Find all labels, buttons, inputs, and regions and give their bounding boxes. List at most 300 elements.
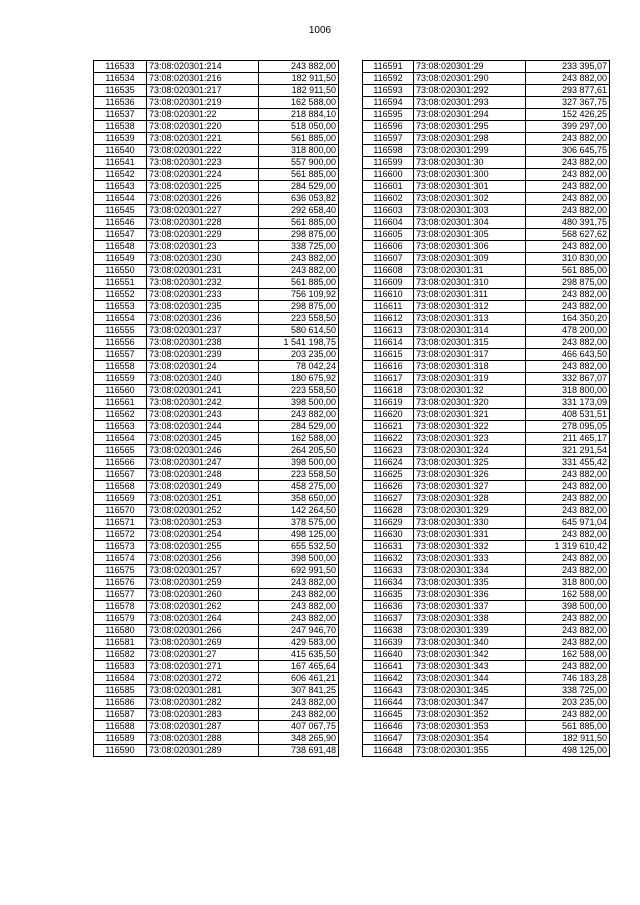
row-number-cell: 116576 [94,577,147,589]
table-row [94,277,339,289]
table-row [363,613,610,625]
value-cell: 518 050,00 [259,121,339,133]
row-number-cell: 116540 [94,145,147,157]
cadastral-number-cell: 73:08:020301:353 [414,721,526,733]
cadastral-number-cell: 73:08:020301:245 [147,433,259,445]
value-cell: 561 885,00 [526,265,610,277]
row-number-cell: 116544 [94,193,147,205]
table-row [94,445,339,457]
cadastral-number-cell: 73:08:020301:294 [414,109,526,121]
cadastral-number-cell: 73:08:020301:282 [147,697,259,709]
value-cell: 247 946,70 [259,625,339,637]
value-cell: 164 350,20 [526,313,610,325]
cadastral-number-cell: 73:08:020301:295 [414,121,526,133]
cadastral-number-cell: 73:08:020301:252 [147,505,259,517]
table-row [94,673,339,685]
cadastral-number-cell: 73:08:020301:225 [147,181,259,193]
cadastral-number-cell: 73:08:020301:305 [414,229,526,241]
table-row [94,169,339,181]
row-number-cell: 116548 [94,241,147,253]
cadastral-number-cell: 73:08:020301:238 [147,337,259,349]
cadastral-number-cell: 73:08:020301:262 [147,601,259,613]
cadastral-number-cell: 73:08:020301:298 [414,133,526,145]
row-number-cell: 116568 [94,481,147,493]
value-cell: 480 391,75 [526,217,610,229]
row-number-cell: 116627 [363,493,414,505]
table-row [94,337,339,349]
table-row [363,229,610,241]
row-number-cell: 116579 [94,613,147,625]
row-number-cell: 116643 [363,685,414,697]
cadastral-number-cell: 73:08:020301:237 [147,325,259,337]
cadastral-number-cell: 73:08:020301:329 [414,505,526,517]
cadastral-number-cell: 73:08:020301:227 [147,205,259,217]
cadastral-number-cell: 73:08:020301:217 [147,85,259,97]
table-row [94,481,339,493]
cadastral-number-cell: 73:08:020301:322 [414,421,526,433]
table-row [363,565,610,577]
value-cell: 378 575,00 [259,517,339,529]
value-cell: 358 650,00 [259,493,339,505]
value-cell: 182 911,50 [259,73,339,85]
row-number-cell: 116631 [363,541,414,553]
row-number-cell: 116573 [94,541,147,553]
value-cell: 167 465,64 [259,661,339,673]
table-row [94,421,339,433]
value-cell: 561 885,00 [259,277,339,289]
table-row [94,349,339,361]
table-row [94,61,339,73]
cadastral-number-cell: 73:08:020301:320 [414,397,526,409]
table-row [363,289,610,301]
row-number-cell: 116601 [363,181,414,193]
cadastral-number-cell: 73:08:020301:345 [414,685,526,697]
table-row [363,121,610,133]
table-row [363,469,610,481]
table-row [94,253,339,265]
value-cell: 152 426,25 [526,109,610,121]
value-cell: 307 841,25 [259,685,339,697]
value-cell: 429 583,00 [259,637,339,649]
value-cell: 243 882,00 [526,529,610,541]
cadastral-number-cell: 73:08:020301:340 [414,637,526,649]
row-number-cell: 116617 [363,373,414,385]
value-cell: 655 532,50 [259,541,339,553]
row-number-cell: 116555 [94,325,147,337]
table-row [363,481,610,493]
row-number-cell: 116642 [363,673,414,685]
cadastral-number-cell: 73:08:020301:339 [414,625,526,637]
value-cell: 78 042,24 [259,361,339,373]
cadastral-number-cell: 73:08:020301:256 [147,553,259,565]
cadastral-number-cell: 73:08:020301:226 [147,193,259,205]
value-cell: 331 173,09 [526,397,610,409]
row-number-cell: 116645 [363,709,414,721]
value-cell: 142 264,50 [259,505,339,517]
cadastral-number-cell: 73:08:020301:224 [147,169,259,181]
value-cell: 1 319 610,42 [526,541,610,553]
value-cell: 243 882,00 [526,661,610,673]
table-row [94,709,339,721]
cadastral-number-cell: 73:08:020301:253 [147,517,259,529]
cadastral-number-cell: 73:08:020301:255 [147,541,259,553]
cadastral-number-cell: 73:08:020301:259 [147,577,259,589]
value-cell: 756 109,92 [259,289,339,301]
value-cell: 318 800,00 [259,145,339,157]
cadastral-number-cell: 73:08:020301:334 [414,565,526,577]
table-row [363,109,610,121]
table-row [94,601,339,613]
row-number-cell: 116605 [363,229,414,241]
table-row [94,217,339,229]
row-number-cell: 116614 [363,337,414,349]
row-number-cell: 116567 [94,469,147,481]
row-number-cell: 116561 [94,397,147,409]
table-row [94,361,339,373]
value-cell: 466 643,50 [526,349,610,361]
value-cell: 218 884,10 [259,109,339,121]
value-cell: 692 991,50 [259,565,339,577]
row-number-cell: 116575 [94,565,147,577]
table-row [363,589,610,601]
value-cell: 243 882,00 [526,289,610,301]
table-row [94,565,339,577]
row-number-cell: 116591 [363,61,414,73]
table-row [363,649,610,661]
value-cell: 298 875,00 [259,229,339,241]
cadastral-number-cell: 73:08:020301:222 [147,145,259,157]
value-cell: 243 882,00 [526,361,610,373]
table-row [363,733,610,745]
row-number-cell: 116637 [363,613,414,625]
value-cell: 243 882,00 [526,133,610,145]
cadastral-number-cell: 73:08:020301:313 [414,313,526,325]
value-cell: 162 588,00 [526,589,610,601]
row-number-cell: 116563 [94,421,147,433]
row-number-cell: 116594 [363,97,414,109]
cadastral-number-cell: 73:08:020301:240 [147,373,259,385]
value-cell: 293 877,61 [526,85,610,97]
row-number-cell: 116609 [363,277,414,289]
value-cell: 580 614,50 [259,325,339,337]
row-number-cell: 116639 [363,637,414,649]
row-number-cell: 116623 [363,445,414,457]
row-number-cell: 116585 [94,685,147,697]
cadastral-number-cell: 73:08:020301:312 [414,301,526,313]
cadastral-number-cell: 73:08:020301:23 [147,241,259,253]
value-cell: 306 645,75 [526,145,610,157]
table-row [363,421,610,433]
value-cell: 331 455,42 [526,457,610,469]
table-row [363,493,610,505]
value-cell: 223 558,50 [259,385,339,397]
value-cell: 348 265,90 [259,733,339,745]
cadastral-number-cell: 73:08:020301:302 [414,193,526,205]
row-number-cell: 116603 [363,205,414,217]
cadastral-number-cell: 73:08:020301:290 [414,73,526,85]
table-row [363,325,610,337]
value-cell: 182 911,50 [526,733,610,745]
table-row [94,121,339,133]
cadastral-number-cell: 73:08:020301:301 [414,181,526,193]
value-cell: 264 205,50 [259,445,339,457]
row-number-cell: 116644 [363,697,414,709]
value-cell: 298 875,00 [526,277,610,289]
value-cell: 243 882,00 [526,709,610,721]
cadastral-number-cell: 73:08:020301:269 [147,637,259,649]
row-number-cell: 116569 [94,493,147,505]
row-number-cell: 116586 [94,697,147,709]
cadastral-number-cell: 73:08:020301:251 [147,493,259,505]
cadastral-number-cell: 73:08:020301:281 [147,685,259,697]
row-number-cell: 116598 [363,145,414,157]
cadastral-number-cell: 73:08:020301:306 [414,241,526,253]
table-row [363,397,610,409]
row-number-cell: 116554 [94,313,147,325]
table-row [363,637,610,649]
row-number-cell: 116641 [363,661,414,673]
value-cell: 498 125,00 [526,745,610,757]
row-number-cell: 116552 [94,289,147,301]
cadastral-number-cell: 73:08:020301:247 [147,457,259,469]
cadastral-number-cell: 73:08:020301:355 [414,745,526,757]
table-row [94,589,339,601]
cadastral-number-cell: 73:08:020301:260 [147,589,259,601]
row-number-cell: 116550 [94,265,147,277]
cadastral-number-cell: 73:08:020301:283 [147,709,259,721]
value-cell: 338 725,00 [259,241,339,253]
cadastral-number-cell: 73:08:020301:235 [147,301,259,313]
table-row [94,529,339,541]
table-row [94,265,339,277]
table-row [363,205,610,217]
table-row [363,241,610,253]
cadastral-number-cell: 73:08:020301:266 [147,625,259,637]
row-number-cell: 116624 [363,457,414,469]
value-cell: 243 882,00 [259,601,339,613]
cadastral-number-cell: 73:08:020301:272 [147,673,259,685]
value-cell: 182 911,50 [259,85,339,97]
table-row [94,661,339,673]
cadastral-number-cell: 73:08:020301:331 [414,529,526,541]
row-number-cell: 116620 [363,409,414,421]
row-number-cell: 116574 [94,553,147,565]
row-number-cell: 116600 [363,169,414,181]
cadastral-number-cell: 73:08:020301:228 [147,217,259,229]
value-cell: 321 291,54 [526,445,610,457]
row-number-cell: 116632 [363,553,414,565]
cadastral-number-cell: 73:08:020301:243 [147,409,259,421]
table-row [363,697,610,709]
row-number-cell: 116580 [94,625,147,637]
table-row [94,553,339,565]
row-number-cell: 116608 [363,265,414,277]
value-cell: 243 882,00 [259,577,339,589]
row-number-cell: 116562 [94,409,147,421]
row-number-cell: 116551 [94,277,147,289]
cadastral-number-cell: 73:08:020301:324 [414,445,526,457]
row-number-cell: 116604 [363,217,414,229]
row-number-cell: 116543 [94,181,147,193]
table-row [363,169,610,181]
cadastral-number-cell: 73:08:020301:332 [414,541,526,553]
row-number-cell: 116541 [94,157,147,169]
value-cell: 243 882,00 [259,409,339,421]
table-row [94,205,339,217]
row-number-cell: 116626 [363,481,414,493]
cadastral-number-cell: 73:08:020301:231 [147,265,259,277]
table-row [94,721,339,733]
row-number-cell: 116593 [363,85,414,97]
table-row [94,517,339,529]
value-cell: 223 558,50 [259,313,339,325]
value-cell: 568 627,62 [526,229,610,241]
row-number-cell: 116616 [363,361,414,373]
row-number-cell: 116628 [363,505,414,517]
row-number-cell: 116629 [363,517,414,529]
table-row [363,409,610,421]
table-row [94,133,339,145]
cadastral-number-cell: 73:08:020301:338 [414,613,526,625]
table-row [363,721,610,733]
value-cell: 243 882,00 [526,481,610,493]
cadastral-number-cell: 73:08:020301:223 [147,157,259,169]
row-number-cell: 116606 [363,241,414,253]
value-cell: 284 529,00 [259,421,339,433]
row-number-cell: 116546 [94,217,147,229]
table-row [363,193,610,205]
table-row [94,313,339,325]
table-row [94,385,339,397]
cadastral-number-cell: 73:08:020301:314 [414,325,526,337]
right-cadastral-table [362,60,610,757]
cadastral-number-cell: 73:08:020301:246 [147,445,259,457]
table-row [363,133,610,145]
row-number-cell: 116545 [94,205,147,217]
table-row [94,637,339,649]
row-number-cell: 116534 [94,73,147,85]
table-row [94,193,339,205]
value-cell: 243 882,00 [526,493,610,505]
cadastral-number-cell: 73:08:020301:288 [147,733,259,745]
cadastral-number-cell: 73:08:020301:323 [414,433,526,445]
row-number-cell: 116596 [363,121,414,133]
value-cell: 398 500,00 [259,457,339,469]
value-cell: 243 882,00 [526,469,610,481]
value-cell: 243 882,00 [526,337,610,349]
row-number-cell: 116557 [94,349,147,361]
row-number-cell: 116619 [363,397,414,409]
cadastral-number-cell: 73:08:020301:293 [414,97,526,109]
value-cell: 407 067,75 [259,721,339,733]
row-number-cell: 116630 [363,529,414,541]
cadastral-number-cell: 73:08:020301:229 [147,229,259,241]
cadastral-number-cell: 73:08:020301:219 [147,97,259,109]
table-row [363,157,610,169]
table-row [94,289,339,301]
table-row [363,685,610,697]
value-cell: 243 882,00 [526,613,610,625]
table-row [363,145,610,157]
row-number-cell: 116587 [94,709,147,721]
value-cell: 203 235,00 [526,697,610,709]
row-number-cell: 116595 [363,109,414,121]
table-row [94,457,339,469]
value-cell: 243 882,00 [259,589,339,601]
row-number-cell: 116535 [94,85,147,97]
value-cell: 243 882,00 [526,157,610,169]
table-row [363,253,610,265]
table-row [94,409,339,421]
cadastral-number-cell: 73:08:020301:300 [414,169,526,181]
value-cell: 203 235,00 [259,349,339,361]
table-row [363,517,610,529]
value-cell: 478 200,00 [526,325,610,337]
cadastral-number-cell: 73:08:020301:24 [147,361,259,373]
cadastral-number-cell: 73:08:020301:310 [414,277,526,289]
cadastral-number-cell: 73:08:020301:30 [414,157,526,169]
table-row [363,577,610,589]
row-number-cell: 116638 [363,625,414,637]
row-number-cell: 116611 [363,301,414,313]
table-row [363,337,610,349]
cadastral-number-cell: 73:08:020301:32 [414,385,526,397]
value-cell: 243 882,00 [526,565,610,577]
table-row [363,277,610,289]
value-cell: 645 971,04 [526,517,610,529]
cadastral-number-cell: 73:08:020301:337 [414,601,526,613]
cadastral-number-cell: 73:08:020301:230 [147,253,259,265]
row-number-cell: 116581 [94,637,147,649]
row-number-cell: 116582 [94,649,147,661]
table-row [363,313,610,325]
value-cell: 310 830,00 [526,253,610,265]
value-cell: 243 882,00 [259,709,339,721]
table-row [94,85,339,97]
value-cell: 243 882,00 [259,61,339,73]
value-cell: 1 541 198,75 [259,337,339,349]
value-cell: 746 183,28 [526,673,610,685]
table-row [94,625,339,637]
value-cell: 243 882,00 [259,265,339,277]
table-row [94,505,339,517]
row-number-cell: 116558 [94,361,147,373]
row-number-cell: 116625 [363,469,414,481]
value-cell: 162 588,00 [259,433,339,445]
cadastral-number-cell: 73:08:020301:347 [414,697,526,709]
cadastral-number-cell: 73:08:020301:327 [414,481,526,493]
table-row [94,613,339,625]
row-number-cell: 116621 [363,421,414,433]
cadastral-number-cell: 73:08:020301:328 [414,493,526,505]
cadastral-number-cell: 73:08:020301:214 [147,61,259,73]
row-number-cell: 116578 [94,601,147,613]
cadastral-number-cell: 73:08:020301:319 [414,373,526,385]
value-cell: 561 885,00 [259,169,339,181]
value-cell: 233 395,07 [526,61,610,73]
row-number-cell: 116615 [363,349,414,361]
value-cell: 298 875,00 [259,301,339,313]
cadastral-number-cell: 73:08:020301:326 [414,469,526,481]
row-number-cell: 116542 [94,169,147,181]
cadastral-number-cell: 73:08:020301:304 [414,217,526,229]
table-row [363,217,610,229]
value-cell: 243 882,00 [526,625,610,637]
cadastral-number-cell: 73:08:020301:330 [414,517,526,529]
left-table-body [94,61,339,757]
cadastral-number-cell: 73:08:020301:232 [147,277,259,289]
cadastral-number-cell: 73:08:020301:249 [147,481,259,493]
